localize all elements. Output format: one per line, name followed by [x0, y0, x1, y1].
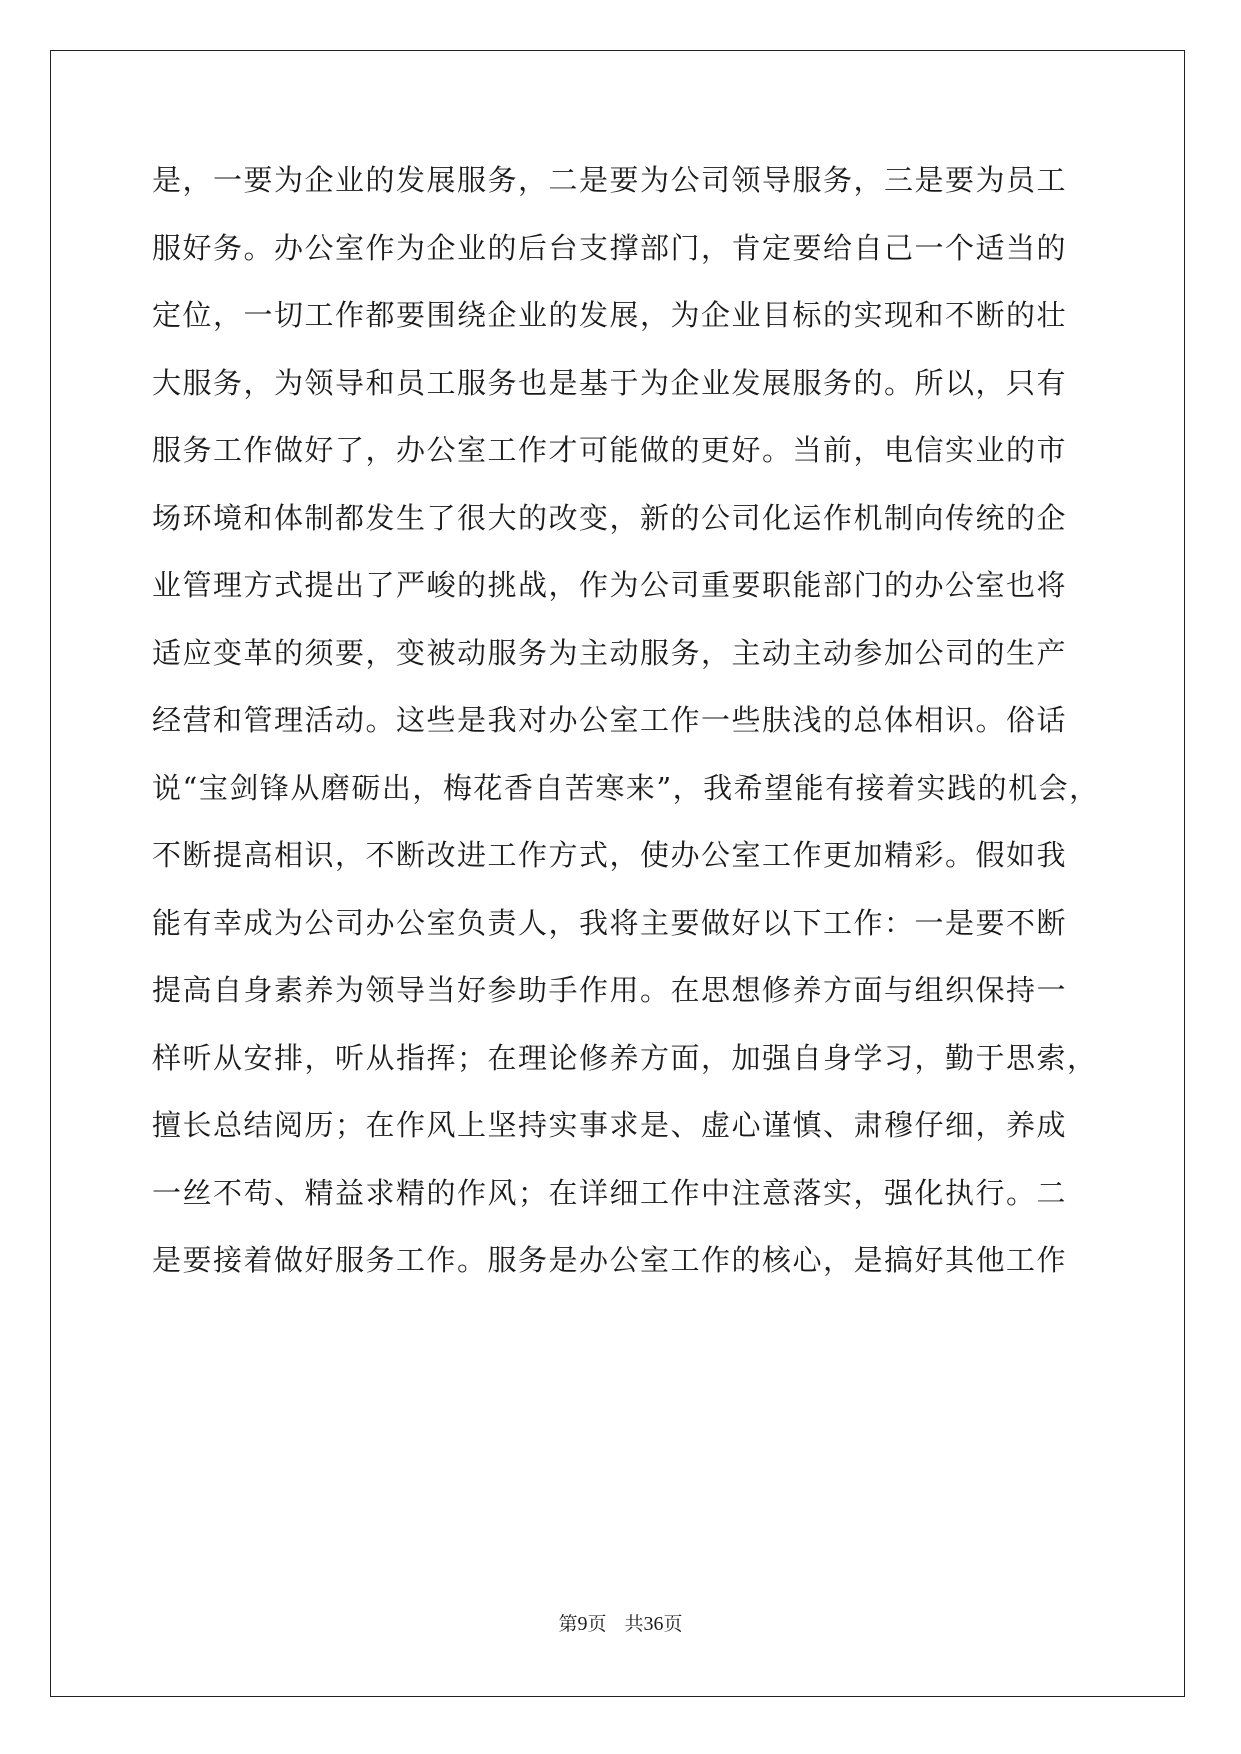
text-line: 一丝不苟、精益求精的作风；在详细工作中注意落实，强化执行。二: [152, 1175, 1068, 1210]
total-pages: 36: [643, 1613, 664, 1635]
text-line: 是要接着做好服务工作。服务是办公室工作的核心，是搞好其他工作: [152, 1243, 1068, 1277]
text-line: 不断提高相识，不断改进工作方式，使办公室工作更加精彩。假如我: [152, 838, 1068, 872]
text-line: 场环境和体制都发生了很大的改变，新的公司化运作机制向传统的企: [152, 500, 1068, 535]
page-footer: [0, 1612, 1241, 1636]
text-line: 是，一要为企业的发展服务，二是要为公司领导服务，三是要为员工: [152, 163, 1068, 197]
total-suffix: 页: [663, 1613, 683, 1635]
total-prefix: 共: [624, 1613, 644, 1635]
page-suffix: 页: [587, 1613, 607, 1635]
text-line: 业管理方式提出了严峻的挑战，作为公司重要职能部门的办公室也将: [152, 568, 1068, 602]
body-text: [152, 160, 1100, 1308]
text-line: 大服务，为领导和员工服务也是基于为企业发展服务的。所以，只有: [152, 365, 1068, 400]
text-line: 定位，一切工作都要围绕企业的发展，为企业目标的实现和不断的壮: [152, 298, 1068, 332]
page-number: 9: [577, 1613, 588, 1635]
text-line: 服务工作做好了，办公室工作才可能做的更好。当前，电信实业的市: [152, 433, 1068, 467]
text-line: 说“宝剑锋从磨砺出，梅花香自苦寒来”，我希望能有接着实践的机会，: [152, 770, 1100, 805]
text-line: 样听从安排，听从指挥；在理论修养方面，加强自身学习，勤于思索，: [152, 1040, 1098, 1075]
page-prefix: 第: [558, 1613, 578, 1635]
text-line: 提高自身素养为领导当好参助手作用。在思想修养方面与组织保持一: [152, 973, 1068, 1007]
text-line: 能有幸成为公司办公室负责人，我将主要做好以下工作：一是要不断: [152, 905, 1068, 940]
text-line: 擅长总结阅历；在作风上坚持实事求是、虚心谨慎、肃穆仔细，养成: [152, 1108, 1068, 1142]
text-line: 经营和管理活动。这些是我对办公室工作一些肤浅的总体相识。俗话: [152, 703, 1068, 737]
text-line: 适应变革的须要，变被动服务为主动服务，主动主动参加公司的生产: [152, 635, 1068, 670]
text-line: 服好务。办公室作为企业的后台支撑部门，肯定要给自己一个适当的: [152, 230, 1068, 265]
